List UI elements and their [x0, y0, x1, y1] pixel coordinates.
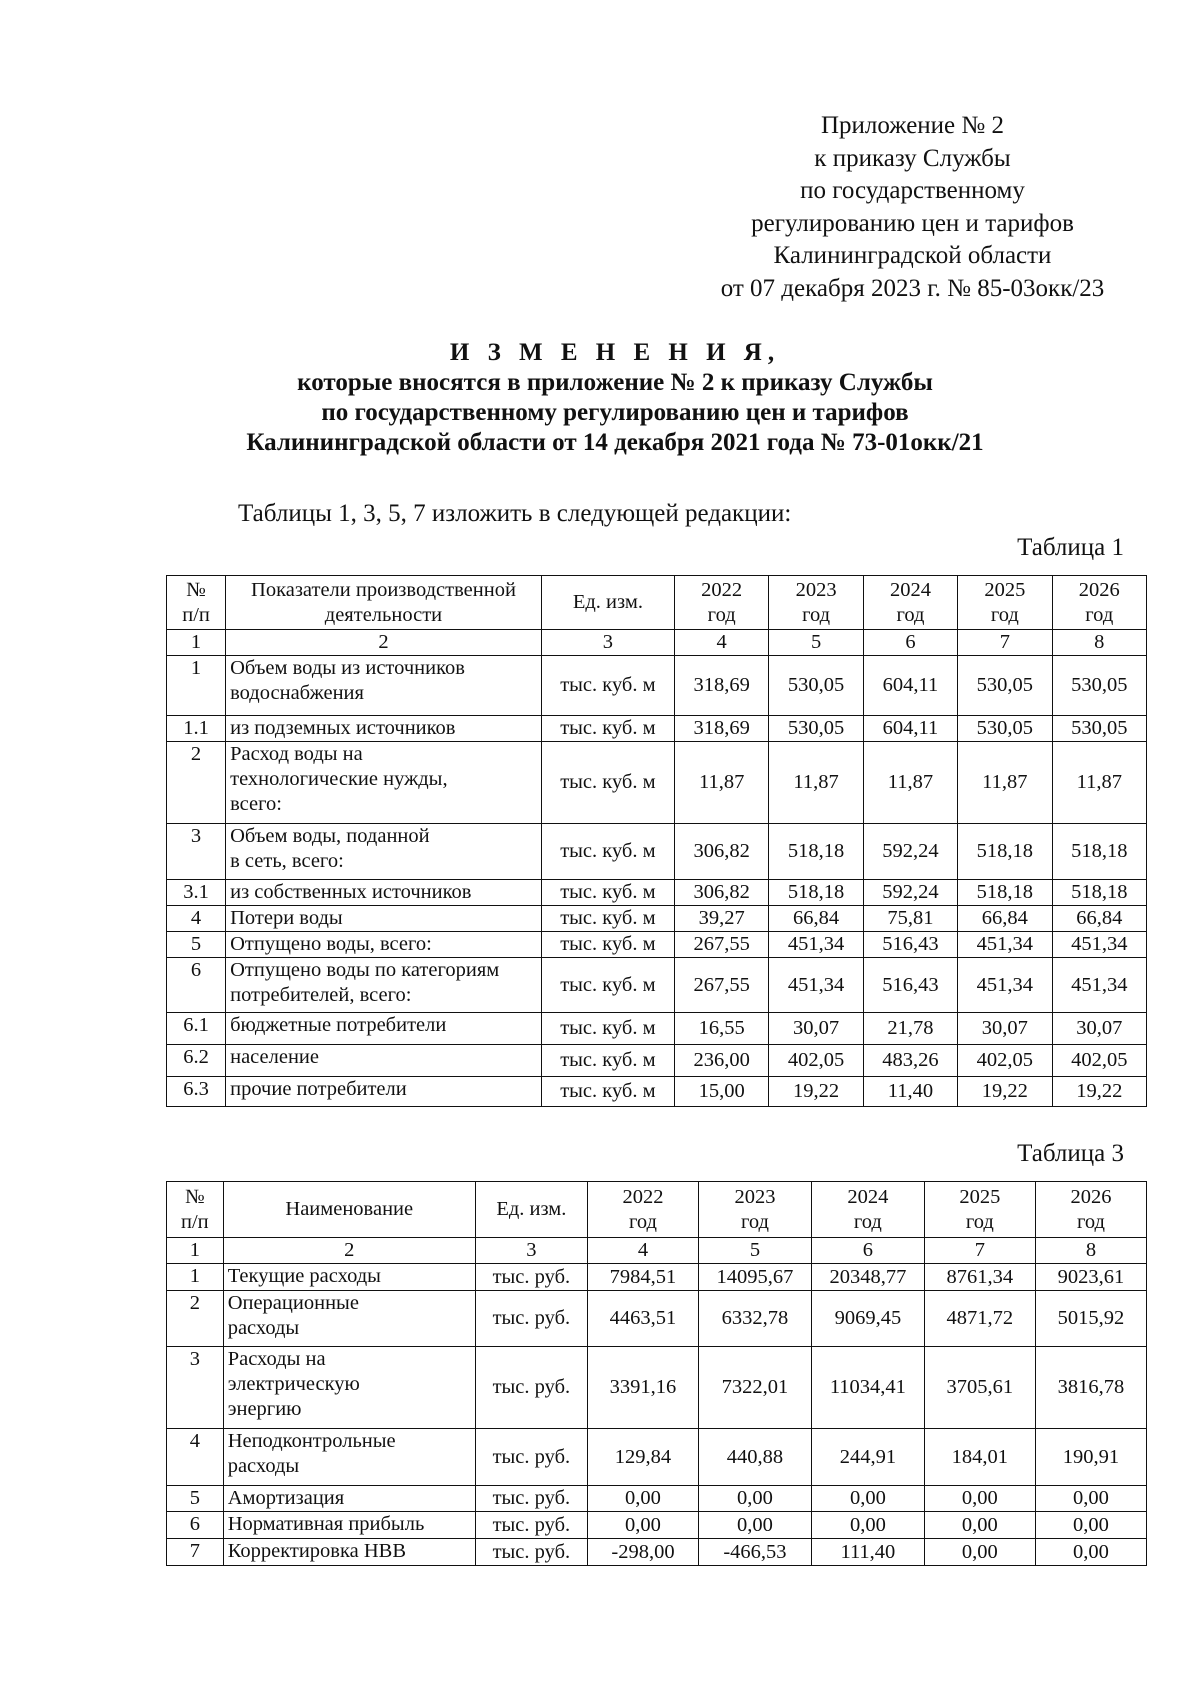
title-line: Калининградской области от 14 декабря 2021 года № 73-01окк/21 — [246, 429, 984, 456]
row-number: 6 — [167, 1512, 224, 1539]
row-value: 451,34 — [958, 958, 1052, 1013]
row-value: 0,00 — [587, 1486, 698, 1512]
table-row — [167, 932, 1147, 958]
row-number: 5 — [167, 932, 226, 958]
row-unit: тыс. куб. м — [541, 742, 674, 824]
table-row — [167, 1486, 1147, 1512]
row-number: 6 — [167, 958, 226, 1013]
row-name: население — [226, 1045, 542, 1077]
table1 — [166, 575, 1147, 1107]
row-unit: тыс. куб. м — [541, 932, 674, 958]
row-unit: тыс. руб. — [475, 1291, 587, 1347]
column-number: 3 — [475, 1238, 587, 1264]
row-value: 5015,92 — [1035, 1291, 1146, 1347]
table-row — [167, 1539, 1147, 1566]
row-value: 11,40 — [863, 1077, 957, 1107]
row-value: 0,00 — [924, 1539, 1035, 1566]
row-value: 306,82 — [674, 880, 768, 906]
table-row — [167, 742, 1147, 824]
row-value: 19,22 — [769, 1077, 863, 1107]
row-value: 19,22 — [1052, 1077, 1146, 1107]
row-value: 66,84 — [769, 906, 863, 932]
row-name: Амортизация — [223, 1486, 475, 1512]
row-unit: тыс. руб. — [475, 1264, 587, 1291]
row-value: 440,88 — [699, 1429, 812, 1486]
row-value: 30,07 — [1052, 1013, 1146, 1045]
row-number: 4 — [167, 906, 226, 932]
column-number: 4 — [587, 1238, 698, 1264]
row-value: 451,34 — [1052, 932, 1146, 958]
row-value: 19,22 — [958, 1077, 1052, 1107]
row-value: 530,05 — [958, 656, 1052, 716]
appendix-line: Калининградской области — [773, 242, 1052, 270]
appendix-line: к приказу Службы — [814, 144, 1011, 172]
row-name: Объем воды, поданной в сеть, всего: — [226, 824, 542, 880]
column-header: 2022 год — [674, 576, 768, 630]
row-value: 4871,72 — [924, 1291, 1035, 1347]
row-value: 6332,78 — [699, 1291, 812, 1347]
document-title — [150, 338, 1080, 458]
row-unit: тыс. куб. м — [541, 1013, 674, 1045]
title-line: которые вносятся в приложение № 2 к приказу Службы — [297, 369, 933, 396]
row-value: 267,55 — [674, 932, 768, 958]
table1-caption: Таблица 1 — [1017, 534, 1124, 561]
row-value: 592,24 — [863, 880, 957, 906]
row-value: 451,34 — [1052, 958, 1146, 1013]
row-number: 1 — [167, 1264, 224, 1291]
column-number-row — [167, 630, 1147, 656]
row-number: 3.1 — [167, 880, 226, 906]
row-value: 0,00 — [924, 1512, 1035, 1539]
row-value: 604,11 — [863, 716, 957, 742]
row-value: 15,00 — [674, 1077, 768, 1107]
column-number: 1 — [167, 1238, 224, 1264]
column-header: 2025 год — [924, 1182, 1035, 1238]
row-value: 3391,16 — [587, 1347, 698, 1429]
column-header: Ед. изм. — [541, 576, 674, 630]
row-value: 306,82 — [674, 824, 768, 880]
row-value: 451,34 — [769, 932, 863, 958]
row-value: 518,18 — [769, 880, 863, 906]
row-name: из собственных источников — [226, 880, 542, 906]
row-value: 451,34 — [958, 932, 1052, 958]
row-value: 516,43 — [863, 958, 957, 1013]
row-value: 4463,51 — [587, 1291, 698, 1347]
row-name: Объем воды из источников водоснабжения — [226, 656, 542, 716]
column-number: 8 — [1035, 1238, 1146, 1264]
row-name: прочие потребители — [226, 1077, 542, 1107]
row-value: 7322,01 — [699, 1347, 812, 1429]
title-line: по государственному регулированию цен и тарифов — [321, 399, 909, 426]
row-value: 20348,77 — [811, 1264, 924, 1291]
column-header: 2022 год — [587, 1182, 698, 1238]
appendix-line: Приложение № 2 — [820, 112, 1005, 139]
row-name: Расходы на электрическую энергию — [223, 1347, 475, 1429]
row-value: 129,84 — [587, 1429, 698, 1486]
row-unit: тыс. куб. м — [541, 824, 674, 880]
row-name: Потери воды — [226, 906, 542, 932]
row-value: 75,81 — [863, 906, 957, 932]
row-name: Расход воды на технологические нужды, всего: — [226, 742, 542, 824]
table-row — [167, 1347, 1147, 1429]
row-number: 3 — [167, 824, 226, 880]
table3-caption: Таблица 3 — [1017, 1140, 1124, 1167]
row-value: 0,00 — [1035, 1486, 1146, 1512]
row-number: 5 — [167, 1486, 224, 1512]
column-number: 6 — [863, 630, 957, 656]
title-heading: И З М Е Н Е Н И Я, — [449, 339, 781, 366]
column-number: 6 — [811, 1238, 924, 1264]
row-unit: тыс. куб. м — [541, 1077, 674, 1107]
column-number: 4 — [674, 630, 768, 656]
row-name: бюджетные потребители — [226, 1013, 542, 1045]
appendix-line: по государственному — [800, 177, 1025, 205]
column-header: 2024 год — [863, 576, 957, 630]
row-unit: тыс. куб. м — [541, 958, 674, 1013]
row-number: 1.1 — [167, 716, 226, 742]
row-unit: тыс. куб. м — [541, 1045, 674, 1077]
row-value: 592,24 — [863, 824, 957, 880]
column-header: Ед. изм. — [475, 1182, 587, 1238]
row-unit: тыс. руб. — [475, 1347, 587, 1429]
table-row — [167, 1045, 1147, 1077]
table-row — [167, 1429, 1147, 1486]
table-row — [167, 656, 1147, 716]
row-name: Отпущено воды по категориям потребителей, всего: — [226, 958, 542, 1013]
intro-text: Таблицы 1, 3, 5, 7 изложить в следующей редакции: — [238, 500, 792, 527]
row-value: 11,87 — [674, 742, 768, 824]
row-value: 11,87 — [958, 742, 1052, 824]
row-value: -466,53 — [699, 1539, 812, 1566]
column-header: 2026 год — [1052, 576, 1146, 630]
row-value: 0,00 — [1035, 1512, 1146, 1539]
column-header: Показатели производственной деятельности — [226, 576, 542, 630]
row-value: 530,05 — [1052, 656, 1146, 716]
row-value: 9023,61 — [1035, 1264, 1146, 1291]
row-value: 483,26 — [863, 1045, 957, 1077]
row-value: 0,00 — [924, 1486, 1035, 1512]
column-number: 1 — [167, 630, 226, 656]
row-value: 530,05 — [958, 716, 1052, 742]
row-value: 111,40 — [811, 1539, 924, 1566]
row-value: 8761,34 — [924, 1264, 1035, 1291]
column-header: № п/п — [167, 1182, 224, 1238]
row-value: 518,18 — [958, 824, 1052, 880]
table-header-row — [167, 576, 1147, 630]
column-header: 2026 год — [1035, 1182, 1146, 1238]
row-value: 530,05 — [769, 656, 863, 716]
row-number: 2 — [167, 742, 226, 824]
row-number: 7 — [167, 1539, 224, 1566]
table-row — [167, 1013, 1147, 1045]
row-value: 0,00 — [811, 1512, 924, 1539]
row-unit: тыс. руб. — [475, 1512, 587, 1539]
appendix-line: от 07 декабря 2023 г. № 85-03окк/23 — [720, 274, 1105, 302]
column-number: 8 — [1052, 630, 1146, 656]
row-name: Текущие расходы — [223, 1264, 475, 1291]
column-header: 2024 год — [811, 1182, 924, 1238]
column-number: 5 — [769, 630, 863, 656]
row-value: 244,91 — [811, 1429, 924, 1486]
row-value: 3816,78 — [1035, 1347, 1146, 1429]
row-value: 402,05 — [1052, 1045, 1146, 1077]
row-value: 318,69 — [674, 656, 768, 716]
row-value: 21,78 — [863, 1013, 957, 1045]
column-number: 3 — [541, 630, 674, 656]
table-row — [167, 958, 1147, 1013]
row-number: 2 — [167, 1291, 224, 1347]
row-value: 318,69 — [674, 716, 768, 742]
row-value: 0,00 — [699, 1486, 812, 1512]
column-number-row — [167, 1238, 1147, 1264]
row-value: 402,05 — [958, 1045, 1052, 1077]
table-row — [167, 1291, 1147, 1347]
row-value: 30,07 — [958, 1013, 1052, 1045]
row-value: 14095,67 — [699, 1264, 812, 1291]
row-number: 3 — [167, 1347, 224, 1429]
row-name: Отпущено воды, всего: — [226, 932, 542, 958]
row-value: 11,87 — [1052, 742, 1146, 824]
row-value: 451,34 — [769, 958, 863, 1013]
row-value: 11034,41 — [811, 1347, 924, 1429]
row-value: 3705,61 — [924, 1347, 1035, 1429]
column-header: Наименование — [223, 1182, 475, 1238]
row-unit: тыс. куб. м — [541, 880, 674, 906]
row-number: 4 — [167, 1429, 224, 1486]
row-value: -298,00 — [587, 1539, 698, 1566]
column-header: № п/п — [167, 576, 226, 630]
row-name: из подземных источников — [226, 716, 542, 742]
row-value: 0,00 — [699, 1512, 812, 1539]
row-value: 190,91 — [1035, 1429, 1146, 1486]
column-number: 7 — [924, 1238, 1035, 1264]
row-value: 66,84 — [1052, 906, 1146, 932]
row-value: 518,18 — [1052, 824, 1146, 880]
row-name: Операционные расходы — [223, 1291, 475, 1347]
row-number: 6.3 — [167, 1077, 226, 1107]
column-header: 2023 год — [699, 1182, 812, 1238]
row-unit: тыс. куб. м — [541, 906, 674, 932]
row-value: 0,00 — [811, 1486, 924, 1512]
row-value: 66,84 — [958, 906, 1052, 932]
row-value: 11,87 — [769, 742, 863, 824]
row-unit: тыс. руб. — [475, 1429, 587, 1486]
row-value: 518,18 — [769, 824, 863, 880]
row-number: 6.2 — [167, 1045, 226, 1077]
table-row — [167, 824, 1147, 880]
table-header-row — [167, 1182, 1147, 1238]
row-value: 236,00 — [674, 1045, 768, 1077]
row-unit: тыс. руб. — [475, 1539, 587, 1566]
row-value: 16,55 — [674, 1013, 768, 1045]
table-row — [167, 880, 1147, 906]
row-value: 11,87 — [863, 742, 957, 824]
table3 — [166, 1181, 1147, 1566]
column-number: 2 — [226, 630, 542, 656]
row-value: 0,00 — [1035, 1539, 1146, 1566]
appendix-line: регулированию цен и тарифов — [751, 209, 1074, 237]
row-value: 402,05 — [769, 1045, 863, 1077]
row-value: 518,18 — [958, 880, 1052, 906]
row-unit: тыс. куб. м — [541, 716, 674, 742]
column-number: 7 — [958, 630, 1052, 656]
row-name: Нормативная прибыль — [223, 1512, 475, 1539]
row-value: 7984,51 — [587, 1264, 698, 1291]
column-number: 5 — [699, 1238, 812, 1264]
row-value: 184,01 — [924, 1429, 1035, 1486]
row-value: 267,55 — [674, 958, 768, 1013]
row-value: 39,27 — [674, 906, 768, 932]
row-name: Корректировка НВВ — [223, 1539, 475, 1566]
table-row — [167, 1077, 1147, 1107]
row-value: 604,11 — [863, 656, 957, 716]
row-number: 6.1 — [167, 1013, 226, 1045]
row-number: 1 — [167, 656, 226, 716]
appendix-block — [700, 110, 1125, 306]
table-row — [167, 1512, 1147, 1539]
row-value: 9069,45 — [811, 1291, 924, 1347]
row-name: Неподконтрольные расходы — [223, 1429, 475, 1486]
column-header: 2023 год — [769, 576, 863, 630]
row-unit: тыс. руб. — [475, 1486, 587, 1512]
row-value: 30,07 — [769, 1013, 863, 1045]
row-unit: тыс. куб. м — [541, 656, 674, 716]
table-row — [167, 1264, 1147, 1291]
row-value: 530,05 — [769, 716, 863, 742]
column-number: 2 — [223, 1238, 475, 1264]
row-value: 516,43 — [863, 932, 957, 958]
row-value: 518,18 — [1052, 880, 1146, 906]
row-value: 530,05 — [1052, 716, 1146, 742]
row-value: 0,00 — [587, 1512, 698, 1539]
table-row — [167, 716, 1147, 742]
column-header: 2025 год — [958, 576, 1052, 630]
table-row — [167, 906, 1147, 932]
